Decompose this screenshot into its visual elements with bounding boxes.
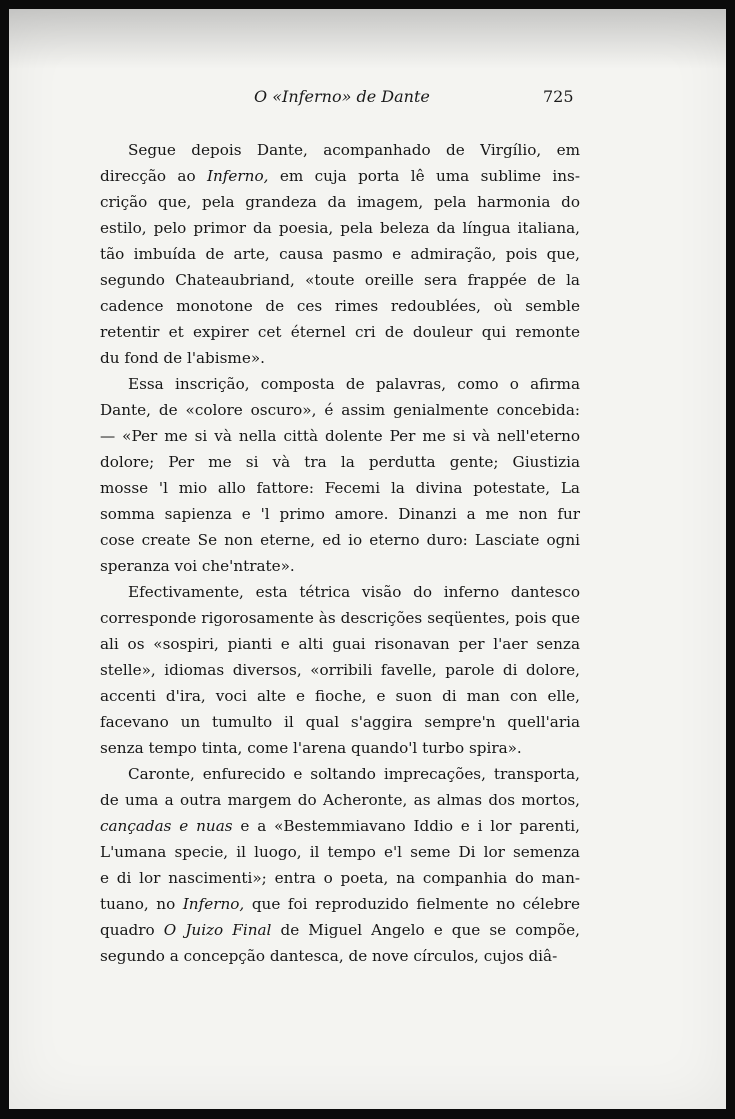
text-segment: stelle», idiomas diversos, «orribili favelle, parole di dolore, <box>100 661 580 679</box>
paragraph <box>100 137 580 371</box>
scan-shadow <box>9 9 726 69</box>
text-segment: tuano, no <box>100 895 183 913</box>
text-segment: Segue depois Dante, acompanhado de Virgílio, em <box>128 141 580 159</box>
text-segment: Caronte, enfurecido e soltando imprecações, transporta, <box>128 765 580 783</box>
text-segment: somma sapienza e 'l primo amore. Dinanzi a me non fur <box>100 505 580 523</box>
text-line <box>100 735 580 761</box>
text-line <box>100 865 580 891</box>
text-segment: cadence monotone de ces rimes redoublées, où semble <box>100 297 580 315</box>
text-line <box>100 163 580 189</box>
text-segment: accenti d'ira, voci alte e fioche, e suon di man con elle, <box>100 687 580 705</box>
text-line <box>100 891 580 917</box>
text-line <box>100 475 580 501</box>
text-segment: cose create Se non eterne, ed io eterno duro: Lasciate ogni <box>100 531 580 549</box>
page-header <box>9 87 726 113</box>
text-segment: Efectivamente, esta tétrica visão do inferno dantesco <box>128 583 580 601</box>
text-segment: du fond de l'abisme». <box>100 349 265 367</box>
text-segment: segundo a concepção dantesca, de nove círculos, cujos diâ- <box>100 947 558 965</box>
body-text <box>100 137 580 969</box>
text-line <box>100 449 580 475</box>
book-page <box>9 9 726 1109</box>
text-line <box>100 267 580 293</box>
text-line <box>100 293 580 319</box>
text-segment: e di lor nascimenti»; entra o poeta, na companhia do man- <box>100 869 580 887</box>
text-line <box>100 917 580 943</box>
text-line <box>100 501 580 527</box>
text-segment: — «Per me si và nella città dolente Per me si và nell'eterno <box>100 427 580 445</box>
text-segment: estilo, pelo primor da poesia, pela beleza da língua italiana, <box>100 219 580 237</box>
text-line <box>100 605 580 631</box>
text-segment: que foi reproduzido fielmente no célebre <box>244 895 580 913</box>
paragraph <box>100 579 580 761</box>
text-line <box>100 813 580 839</box>
text-line <box>100 241 580 267</box>
text-segment: em cuja porta lê uma sublime ins- <box>268 167 580 185</box>
text-segment: crição que, pela grandeza da imagem, pela harmonia do <box>100 193 580 211</box>
text-line <box>100 683 580 709</box>
text-segment: senza tempo tinta, come l'arena quando'l turbo spira». <box>100 739 522 757</box>
text-line <box>100 345 580 371</box>
text-line <box>100 423 580 449</box>
text-line <box>100 657 580 683</box>
text-segment: direcção ao <box>100 167 208 185</box>
text-line <box>100 579 580 605</box>
text-segment: ali os «sospiri, pianti e alti guai risonavan per l'aer senza <box>100 635 580 653</box>
text-segment: segundo Chateaubriand, «toute oreille sera frappée de la <box>100 271 580 289</box>
text-line <box>100 839 580 865</box>
italic-text-segment: O Juizo Final <box>163 921 272 939</box>
text-segment: mosse 'l mio allo fattore: Fecemi la divina potestate, La <box>100 479 580 497</box>
text-line <box>100 787 580 813</box>
text-segment: de Miguel Angelo e que se compõe, <box>271 921 580 939</box>
text-line <box>100 709 580 735</box>
page-number: 725 <box>543 87 574 106</box>
italic-text-segment: Inferno, <box>207 167 269 185</box>
text-line <box>100 631 580 657</box>
text-line <box>100 215 580 241</box>
paragraph <box>100 371 580 579</box>
text-segment: L'umana specie, il luogo, il tempo e'l seme Di lor semenza <box>100 843 580 861</box>
text-segment: quadro <box>100 921 164 939</box>
italic-text-segment: Inferno, <box>182 895 245 913</box>
text-line <box>100 371 580 397</box>
text-line <box>100 761 580 787</box>
text-line <box>100 527 580 553</box>
text-line <box>100 943 580 969</box>
text-segment: Essa inscrição, composta de palavras, como o afirma <box>128 375 580 393</box>
text-segment: speranza voi che'ntrate». <box>100 557 295 575</box>
text-segment: facevano un tumulto il qual s'aggira sempre'n quell'aria <box>100 713 580 731</box>
text-line <box>100 397 580 423</box>
text-line <box>100 553 580 579</box>
text-line <box>100 137 580 163</box>
text-segment: e a «Bestemmiavano Iddio e i lor parenti, <box>232 817 580 835</box>
text-segment: de uma a outra margem do Acheronte, as almas dos mortos, <box>100 791 580 809</box>
text-segment: Dante, de «colore oscuro», é assim genialmente concebida: <box>100 401 580 419</box>
text-segment: dolore; Per me si và tra la perdutta gente; Giustizia <box>100 453 580 471</box>
italic-text-segment: cançadas e nuas <box>100 817 233 835</box>
paragraph <box>100 761 580 969</box>
text-line <box>100 319 580 345</box>
text-line <box>100 189 580 215</box>
text-segment: corresponde rigorosamente às descrições seqüentes, pois que <box>100 609 580 627</box>
text-segment: tão imbuída de arte, causa pasmo e admiração, pois que, <box>100 245 580 263</box>
text-segment: retentir et expirer cet éternel cri de douleur qui remonte <box>100 323 580 341</box>
running-title: O «Inferno» de Dante <box>254 87 430 106</box>
